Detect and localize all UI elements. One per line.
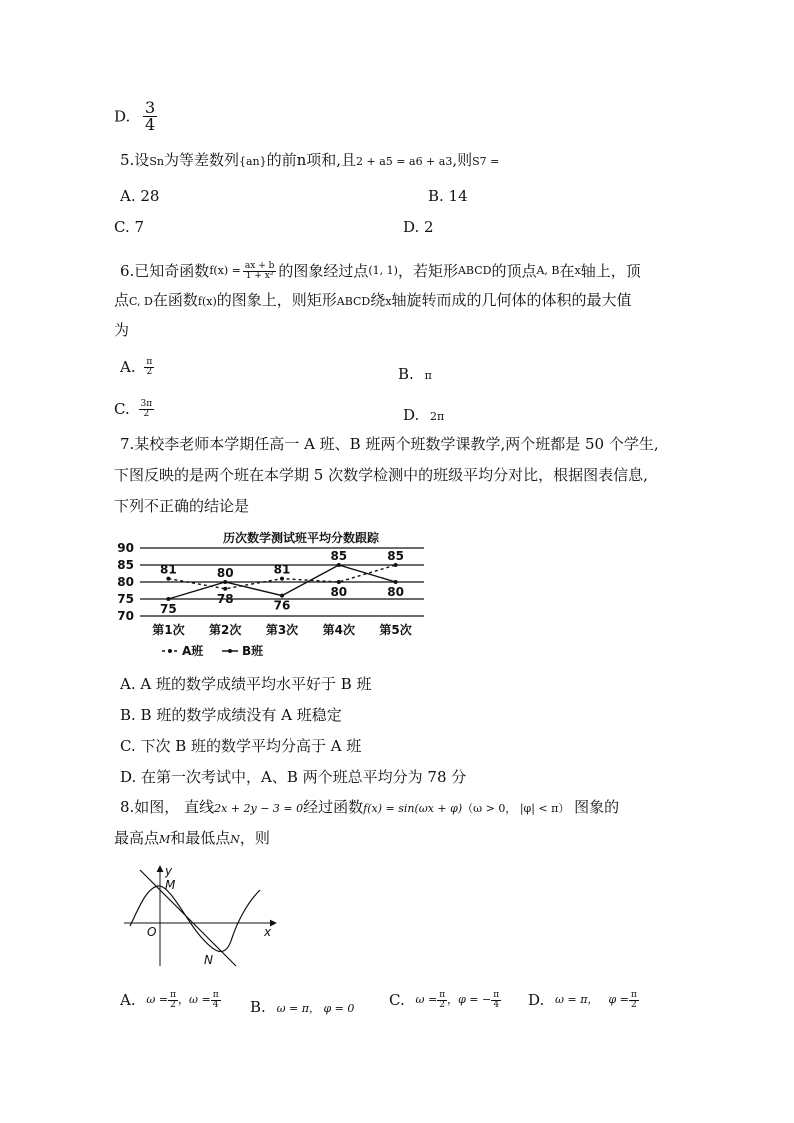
- q6-c-den: 2: [143, 408, 150, 419]
- data-point: [280, 577, 284, 581]
- q7-option-b: B. B 班的数学成绩没有 A 班稳定: [120, 706, 342, 724]
- data-label: 78: [216, 591, 234, 606]
- graph-label-y: y: [165, 864, 173, 878]
- q6-text: 6.已知奇函数: [120, 262, 210, 280]
- q8-option-a: [120, 989, 221, 1010]
- x-tick-label: 第3次: [265, 623, 299, 637]
- q8-c-pn: π: [493, 989, 500, 1000]
- q6-a-num: π: [146, 356, 153, 367]
- q6-option-c-fraction: [139, 400, 155, 419]
- data-label: 85: [387, 549, 404, 563]
- q7-option-d: D. 在第一次考试中，A、B 两个班总平均分为 78 分: [120, 768, 467, 786]
- q8-c-sep: ，: [447, 993, 459, 1006]
- q8-func: f(x) = sin(ωx + φ): [363, 802, 463, 815]
- graph-label-n: N: [204, 953, 213, 967]
- q8-text: 经过函数: [303, 798, 364, 816]
- x-tick-label: 第2次: [209, 623, 242, 637]
- q8-d-w: ω = π，: [555, 993, 599, 1006]
- q8-a-pd: 4: [212, 999, 219, 1010]
- q8-a-p-frac: [211, 991, 221, 1010]
- data-point: [394, 580, 398, 584]
- q5-s7: S7 =: [472, 155, 500, 168]
- q6-fx2: f(x): [197, 295, 217, 308]
- q5-eq: 2 + a5 = a6 + a3: [356, 155, 453, 168]
- y-tick-label: 80: [117, 575, 134, 589]
- y-tick-label: 70: [117, 609, 134, 623]
- q8-a-w: ω =: [146, 993, 169, 1006]
- q5-option-b: B. 14: [428, 187, 468, 205]
- data-label: 80: [387, 585, 404, 599]
- q8-c-wn: π: [439, 989, 446, 1000]
- q8-d-p: φ =: [608, 993, 629, 1006]
- q6-option-c-label: C.: [114, 400, 130, 418]
- q7-line2: 下图反映的是两个班在本学期 5 次数学检测中的班级平均分对比，根据图表信息,: [114, 466, 648, 484]
- q8-c-pd: 4: [493, 999, 500, 1010]
- q6-option-a-label: A.: [120, 358, 136, 376]
- q6-option-d-value: 2π: [430, 410, 445, 423]
- q6-text: 在函数: [152, 291, 198, 309]
- q6-line1: [120, 260, 641, 281]
- q6-text: 的图象经过点: [278, 262, 369, 280]
- graph-label-x: x: [264, 925, 272, 939]
- q8-line-eq: 2x + 2y − 3 = 0: [214, 802, 304, 815]
- q7-line1: 7.某校李老师本学期任高一 A 班、B 班两个班数学课教学,两个班都是 50 个学生,: [120, 435, 659, 453]
- q8-c-p-frac: [491, 991, 501, 1010]
- q6-option-c: [114, 398, 154, 419]
- x-tick-label: 第5次: [379, 623, 412, 637]
- y-tick-label: 75: [117, 592, 134, 606]
- x-tick-label: 第4次: [322, 623, 355, 637]
- q8-a-sep: ，: [178, 993, 189, 1006]
- q6-text: ，若矩形: [397, 262, 458, 280]
- q6-fnum: ax + b: [244, 260, 275, 271]
- q8-d-pn: π: [630, 989, 637, 1000]
- q8-line1: [120, 797, 619, 819]
- q6-text: 点: [114, 291, 130, 309]
- q5-option-a: A. 28: [120, 187, 160, 205]
- graph-label-m: M: [165, 878, 176, 892]
- data-label: 81: [273, 562, 291, 577]
- q6-fden: 1 + x²: [245, 270, 274, 281]
- q7-option-a: A. A 班的数学成绩平均水平好于 B 班: [120, 675, 372, 693]
- q8-c-label: C.: [389, 991, 405, 1009]
- data-label: 76: [273, 598, 291, 613]
- q6-x2: x: [385, 295, 392, 308]
- q6-text: 轴旋转而成的几何体的体积的最大值: [391, 291, 632, 309]
- q8-d-p-frac: [629, 991, 639, 1010]
- q6-option-a-fraction: [144, 358, 154, 377]
- q4-option-d-fraction: [143, 100, 157, 133]
- graph-label-o: O: [147, 925, 157, 939]
- data-point: [280, 594, 284, 598]
- q6-option-b: [398, 364, 432, 386]
- q5-text: ,则: [452, 151, 473, 169]
- straight-line: [140, 870, 236, 966]
- q5-text: 为等差数列: [163, 151, 239, 169]
- q5-option-c: C. 7: [114, 218, 145, 236]
- q6-point: (1, 1): [368, 264, 398, 277]
- q8-b-text: ω = π， φ = 0: [276, 1002, 355, 1015]
- q6-option-a: [120, 356, 154, 377]
- q8-N: N: [230, 833, 240, 846]
- q8-c-wd: 2: [439, 999, 446, 1010]
- q4-option-d: [114, 100, 157, 133]
- q8-M: M: [159, 833, 171, 846]
- q8-cond: （ω > 0， |φ| < π）: [462, 802, 570, 815]
- y-tick-label: 90: [117, 541, 134, 555]
- q8-a-p: ω =: [189, 993, 211, 1006]
- chart-y-ticks: [117, 541, 134, 623]
- q8-a-w-frac: [168, 991, 178, 1010]
- q8-option-d: [528, 989, 639, 1010]
- q5-sn: Sn: [149, 155, 164, 168]
- q6-cd: C, D: [129, 295, 153, 308]
- q6-abcd2: ABCD: [336, 295, 371, 308]
- q8-text: 最高点: [114, 829, 160, 847]
- chart-legend: [162, 643, 264, 658]
- q5-text: 5.设: [120, 151, 150, 169]
- q6-text: 绕: [370, 291, 386, 309]
- q6-option-d: [403, 405, 444, 427]
- data-point: [223, 580, 227, 584]
- q6-text: 的顶点: [491, 262, 537, 280]
- data-point: [166, 597, 170, 601]
- q8-a-pn: π: [212, 989, 219, 1000]
- q6-line2: [114, 290, 631, 312]
- q6-option-d-label: D.: [403, 406, 420, 424]
- legend-b-label: B班: [242, 644, 264, 658]
- q8-option-c: [389, 989, 501, 1010]
- q8-text: 和最低点: [170, 829, 231, 847]
- q5-stem: [120, 150, 499, 172]
- q8-text: 8.如图， 直线: [120, 798, 215, 816]
- q8-a-label: A.: [120, 991, 136, 1009]
- data-point: [223, 587, 227, 591]
- q8-c-w: ω =: [415, 993, 438, 1006]
- data-point: [166, 577, 170, 581]
- q6-option-b-label: B.: [398, 365, 414, 383]
- q8-d-pd: 2: [630, 999, 637, 1010]
- q6-ab: A, B: [536, 264, 560, 277]
- chart-x-ticks: [152, 622, 412, 637]
- score-trend-chart: [112, 528, 432, 658]
- q8-option-b: [250, 997, 354, 1019]
- q4-den: 4: [145, 115, 156, 134]
- q6-option-b-value: π: [424, 369, 432, 382]
- q8-c-p: φ = −: [458, 993, 492, 1006]
- q8-line2: [114, 828, 270, 850]
- x-tick-label: 第1次: [152, 623, 185, 637]
- q6-fraction: [243, 262, 276, 281]
- data-label: 85: [330, 549, 348, 563]
- data-label: 80: [216, 566, 234, 580]
- data-point: [337, 580, 341, 584]
- q6-text: 在: [559, 262, 575, 280]
- q6-text: 的图象上，则矩形: [216, 291, 337, 309]
- data-label: 75: [160, 602, 177, 616]
- q8-b-label: B.: [250, 998, 266, 1016]
- sine-curve: [130, 886, 260, 952]
- q5-option-d: D. 2: [403, 218, 434, 236]
- q4-option-d-label: D.: [114, 107, 131, 126]
- q7-line3: 下列不正确的结论是: [114, 497, 250, 515]
- data-point: [337, 563, 341, 567]
- q8-text: 图象的: [569, 798, 620, 816]
- q6-abcd: ABCD: [457, 264, 492, 277]
- q8-d-label: D.: [528, 991, 545, 1009]
- y-tick-label: 85: [117, 558, 134, 572]
- legend-a-dot: [168, 649, 172, 653]
- q4-num: 3: [145, 98, 156, 117]
- q5-text: 的前n项和,且: [266, 151, 357, 169]
- q6-line3: 为: [114, 321, 130, 339]
- data-label: 81: [160, 562, 177, 577]
- legend-b-dot: [228, 649, 232, 653]
- data-point: [394, 563, 398, 567]
- sine-graph: [118, 862, 288, 972]
- q6-x: x: [574, 264, 581, 277]
- q6-text: 轴上，顶: [580, 262, 641, 280]
- legend-a-label: A班: [182, 644, 204, 658]
- q8-text: ，则: [239, 829, 270, 847]
- q8-a-wd: 2: [170, 999, 176, 1010]
- chart-title: 历次数学测试班平均分数跟踪: [222, 531, 380, 545]
- q7-option-c: C. 下次 B 班的数学平均分高于 A 班: [120, 737, 362, 755]
- q8-c-w-frac: [437, 991, 447, 1010]
- data-label: 80: [330, 585, 348, 599]
- q6-fx: f(x) =: [209, 264, 241, 277]
- q6-a-den: 2: [146, 366, 153, 377]
- q6-c-num: 3π: [140, 398, 153, 409]
- q5-an: {an}: [238, 155, 267, 168]
- q8-a-wn: π: [170, 989, 176, 1000]
